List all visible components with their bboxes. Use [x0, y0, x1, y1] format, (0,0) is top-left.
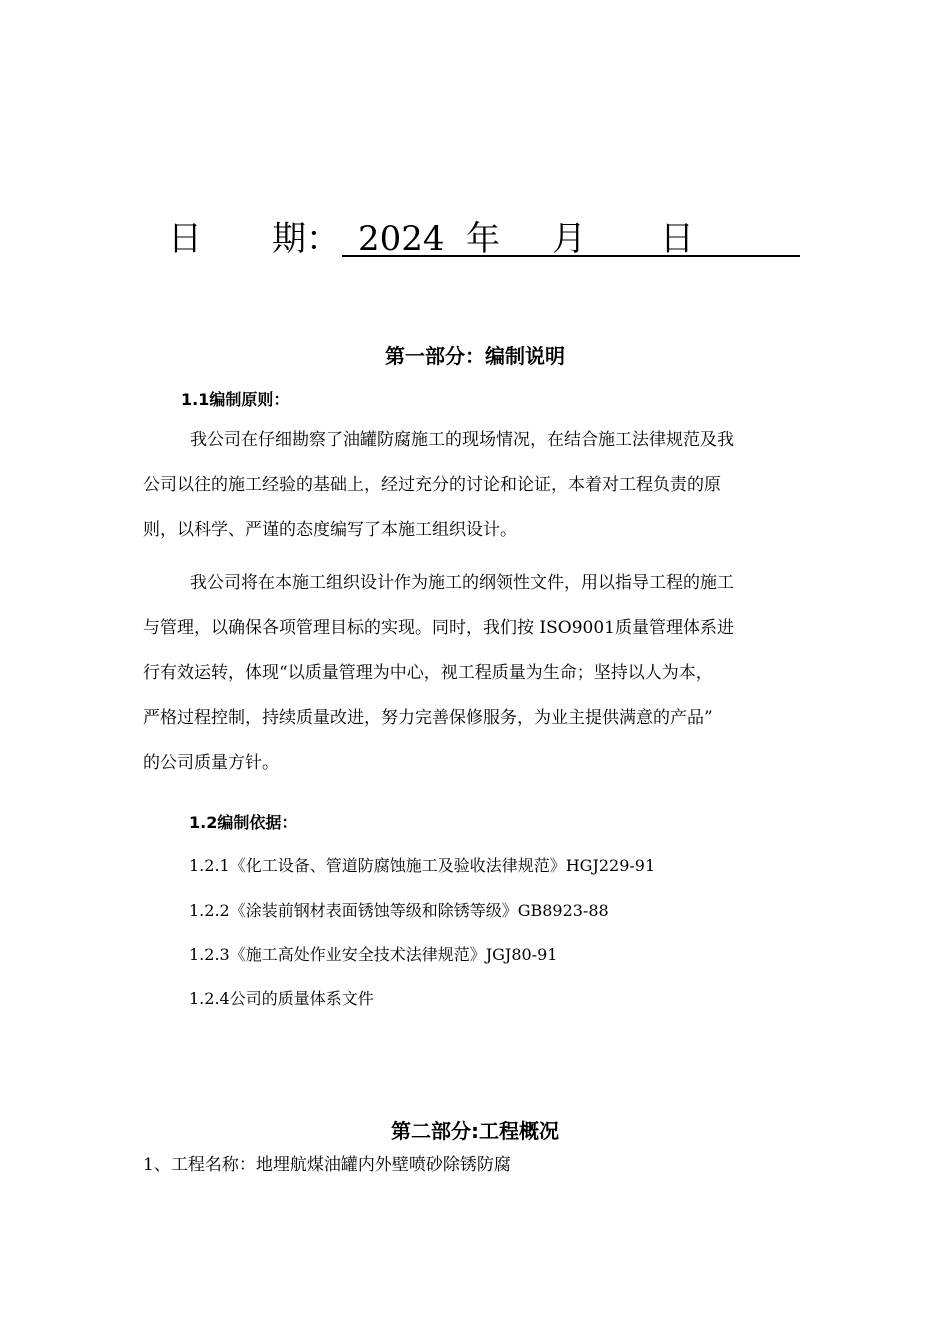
section-1-1-paragraph-1: [143, 418, 811, 553]
date-label-qi: 期：: [272, 219, 340, 259]
paragraph-line: 与管理，以确保各项管理目标的实现。同时，我们按 ISO9001质量管理体系进: [143, 618, 734, 638]
date-year-char: 年: [466, 219, 500, 259]
section-1-1-paragraph-2: [143, 561, 811, 786]
date-month-char: 月: [552, 219, 586, 259]
section-1-1-heading: 1.1编制原则：: [181, 390, 290, 409]
reference-item: 1.2.2《涂装前钢材表面锈蚀等级和除锈等级》GB8923-88: [189, 901, 609, 920]
date-underline: [342, 255, 800, 257]
reference-item: 1.2.3《施工高处作业安全技术法律规范》JGJ80-91: [189, 945, 558, 964]
paragraph-line: 的公司质量方针。: [143, 753, 279, 773]
part1-title: 第一部分：编制说明: [385, 344, 565, 368]
date-year: 2024: [358, 219, 445, 259]
section-1-2-heading: 1.2编制依据：: [189, 813, 298, 832]
paragraph-line: 我公司在仔细勘察了油罐防腐施工的现场情况，在结合施工法律规范及我: [190, 430, 734, 450]
paragraph-line: 行有效运转，体现“以质量管理为中心，视工程质量为生命；坚持以人为本，: [143, 663, 713, 683]
date-day-char: 日: [660, 219, 694, 259]
date-label-ri: 日: [168, 219, 202, 259]
reference-item: 1.2.4公司的质量体系文件: [189, 989, 374, 1008]
paragraph-line: 公司以往的施工经验的基础上，经过充分的讨论和论证，本着对工程负责的原: [143, 475, 721, 495]
paragraph-line: 则，以科学、严谨的态度编写了本施工组织设计。: [143, 520, 517, 540]
part2-title: 第二部分:工程概况: [391, 1119, 559, 1143]
paragraph-line: 严格过程控制，持续质量改进，努力完善保修服务，为业主提供满意的产品”: [143, 708, 713, 728]
project-name-item: 1、工程名称：地埋航煤油罐内外壁喷砂除锈防腐: [143, 1155, 511, 1175]
reference-item: 1.2.1《化工设备、管道防腐蚀施工及验收法律规范》HGJ229-91: [189, 856, 656, 875]
paragraph-line: 我公司将在本施工组织设计作为施工的纲领性文件，用以指导工程的施工: [190, 573, 734, 593]
